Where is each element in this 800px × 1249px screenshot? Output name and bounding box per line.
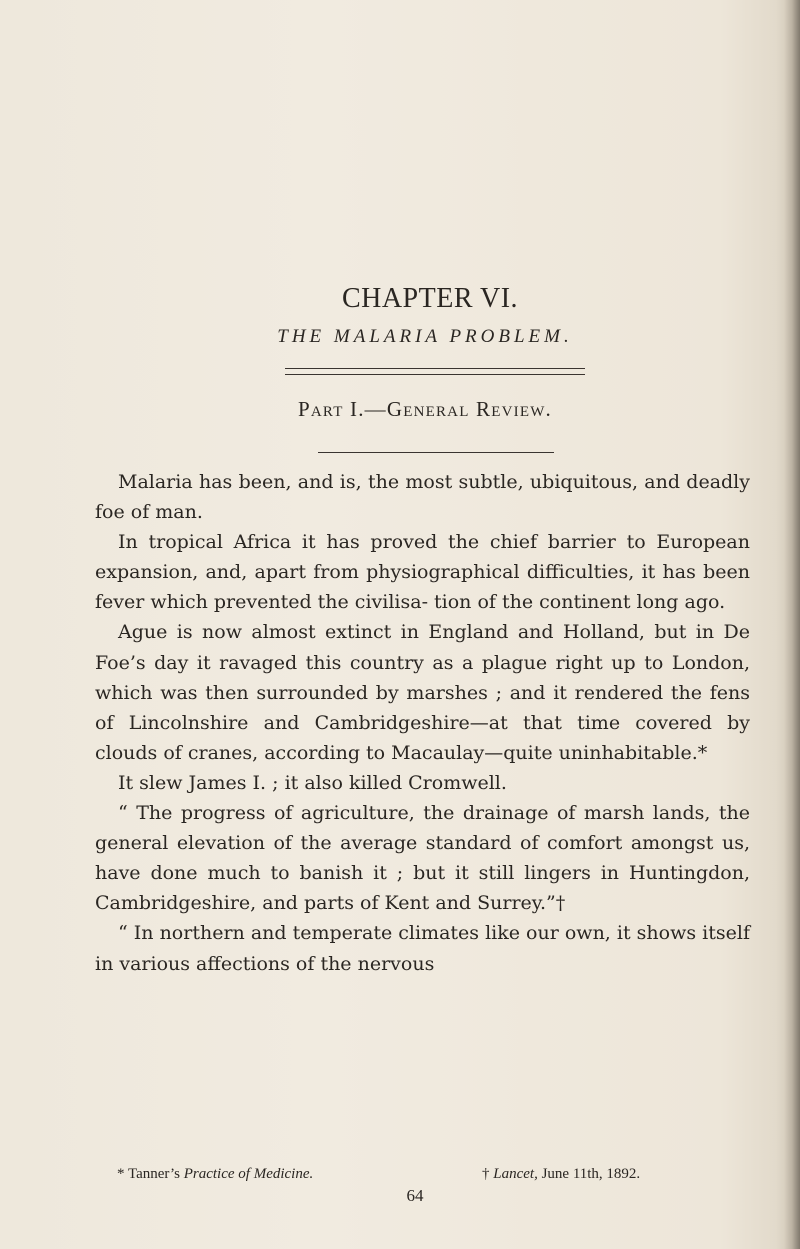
part-heading: Part I.—General Review. [297, 397, 552, 421]
footnote-lancet-title: Lancet, [493, 1166, 538, 1182]
page-number: 64 [406, 1186, 424, 1205]
footnote-tanner-title: Practice of Medicine. [183, 1166, 314, 1182]
paragraph: It slew James I. ; it also killed Cromwell. [118, 771, 507, 794]
paragraph: “ The progress of agriculture, the drainage of marsh lands, the general elevation of the average standard of comfort amongst us, have done much to banish it ; but it still lingers in Huntingdon, Cambridgeshire, and parts of Kent and Surrey.”† [95, 802, 750, 915]
paragraph: In tropical Africa it has proved the chief barrier to European expansion, and, apart from physiographical difficulties, it has been fever which prevented the civilisa- tion of the continent long ago. [95, 531, 750, 614]
page-edge-shadow [784, 0, 800, 1249]
paragraph: Ague is now almost extinct in England and Holland, but in De Foe’s day it ravaged this country as a plague right up to London, which was then surrounded by marshes ; and it rendered the fens of Lincolnshire and Cambridgeshire—at that time covered by clouds of cranes, according to Macaulay—quite uninhabitable.* [95, 621, 750, 764]
paragraph: “ In northern and temperate climates like our own, it shows itself in various affections of the nervous [95, 922, 750, 975]
footnote-lancet [482, 1166, 640, 1183]
single-rule-divider [318, 452, 554, 453]
chapter-subtitle: THE MALARIA PROBLEM. [277, 326, 573, 347]
footnote-lancet-prefix: † [482, 1166, 494, 1182]
footnote-lancet-date: June 11th, 1892. [537, 1166, 641, 1182]
chapter-title: CHAPTER VI. [341, 283, 519, 314]
footnote-tanner-prefix: * Tanner’s [117, 1166, 184, 1182]
body-text [95, 467, 750, 979]
double-rule-divider [285, 368, 585, 375]
paragraph: Malaria has been, and is, the most subtle, ubiquitous, and deadly foe of man. [95, 471, 750, 524]
footnote-tanner [117, 1166, 313, 1183]
